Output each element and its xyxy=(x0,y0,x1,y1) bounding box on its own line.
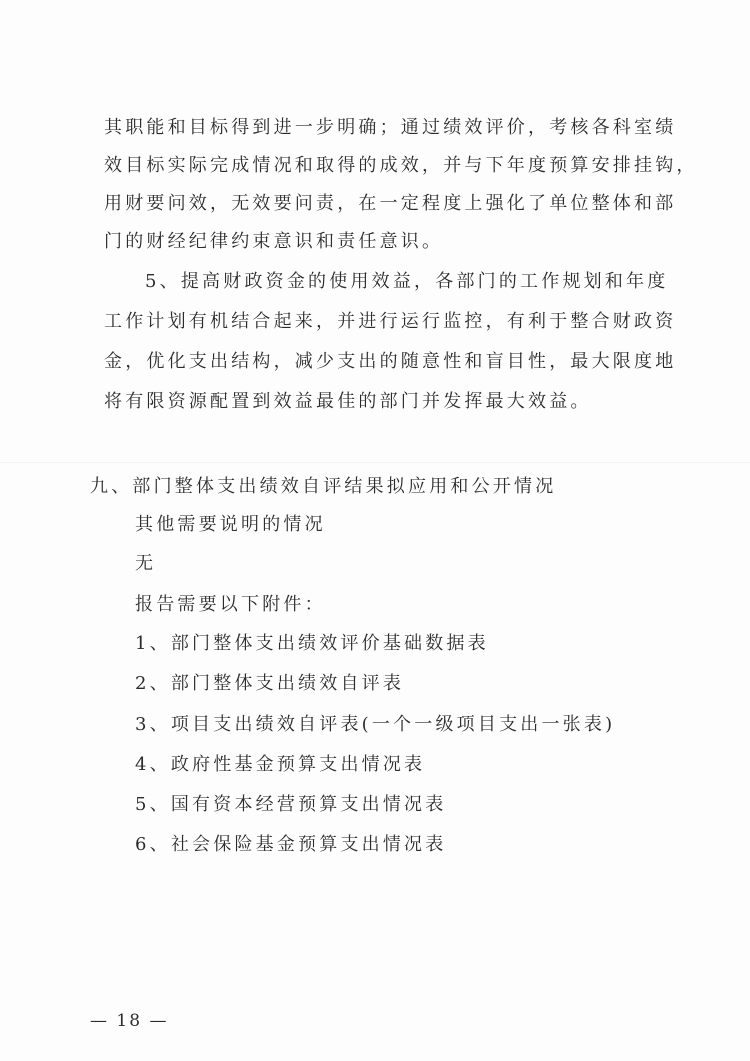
attachment-item-4: 4、政府性基金预算支出情况表 xyxy=(135,754,426,775)
paragraph-1-line-1: 其职能和目标得到进一步明确；通过绩效评价，考核各科室绩 xyxy=(104,117,677,138)
attachments-intro: 报告需要以下附件： xyxy=(135,594,326,615)
page-number: — 18 — xyxy=(90,1011,169,1031)
paragraph-2-line-3: 金，优化支出结构，减少支出的随意性和盲目性，最大限度地 xyxy=(104,351,677,372)
paragraph-1-line-3: 用财要问效，无效要问责，在一定程度上强化了单位整体和部 xyxy=(104,193,677,214)
paragraph-1-line-2: 效目标实际完成情况和取得的成效，并与下年度预算安排挂钩， xyxy=(104,155,698,176)
attachment-item-3: 3、项目支出绩效自评表(一个一级项目支出一张表) xyxy=(135,714,616,735)
paragraph-2-line-2: 工作计划有机结合起来，并进行运行监控，有利于整合财政资 xyxy=(104,311,677,332)
section-9-heading: 九、部门整体支出绩效自评结果拟应用和公开情况 xyxy=(90,476,557,497)
attachment-item-1: 1、部门整体支出绩效评价基础数据表 xyxy=(135,633,489,654)
other-notes-value: 无 xyxy=(135,553,157,574)
paper-crease xyxy=(0,462,750,463)
attachment-item-2: 2、部门整体支出绩效自评表 xyxy=(135,673,405,694)
attachment-item-6: 6、社会保险基金预算支出情况表 xyxy=(135,834,447,855)
paragraph-1-line-4: 门的财经纪律约束意识和责任意识。 xyxy=(104,231,444,252)
paragraph-2-line-4: 将有限资源配置到效益最佳的部门并发挥最大效益。 xyxy=(104,391,592,412)
other-notes-label: 其他需要说明的情况 xyxy=(135,514,326,535)
paragraph-2-line-1: 5、提高财政资金的使用效益，各部门的工作规划和年度 xyxy=(145,271,669,292)
attachment-item-5: 5、国有资本经营预算支出情况表 xyxy=(135,794,447,815)
